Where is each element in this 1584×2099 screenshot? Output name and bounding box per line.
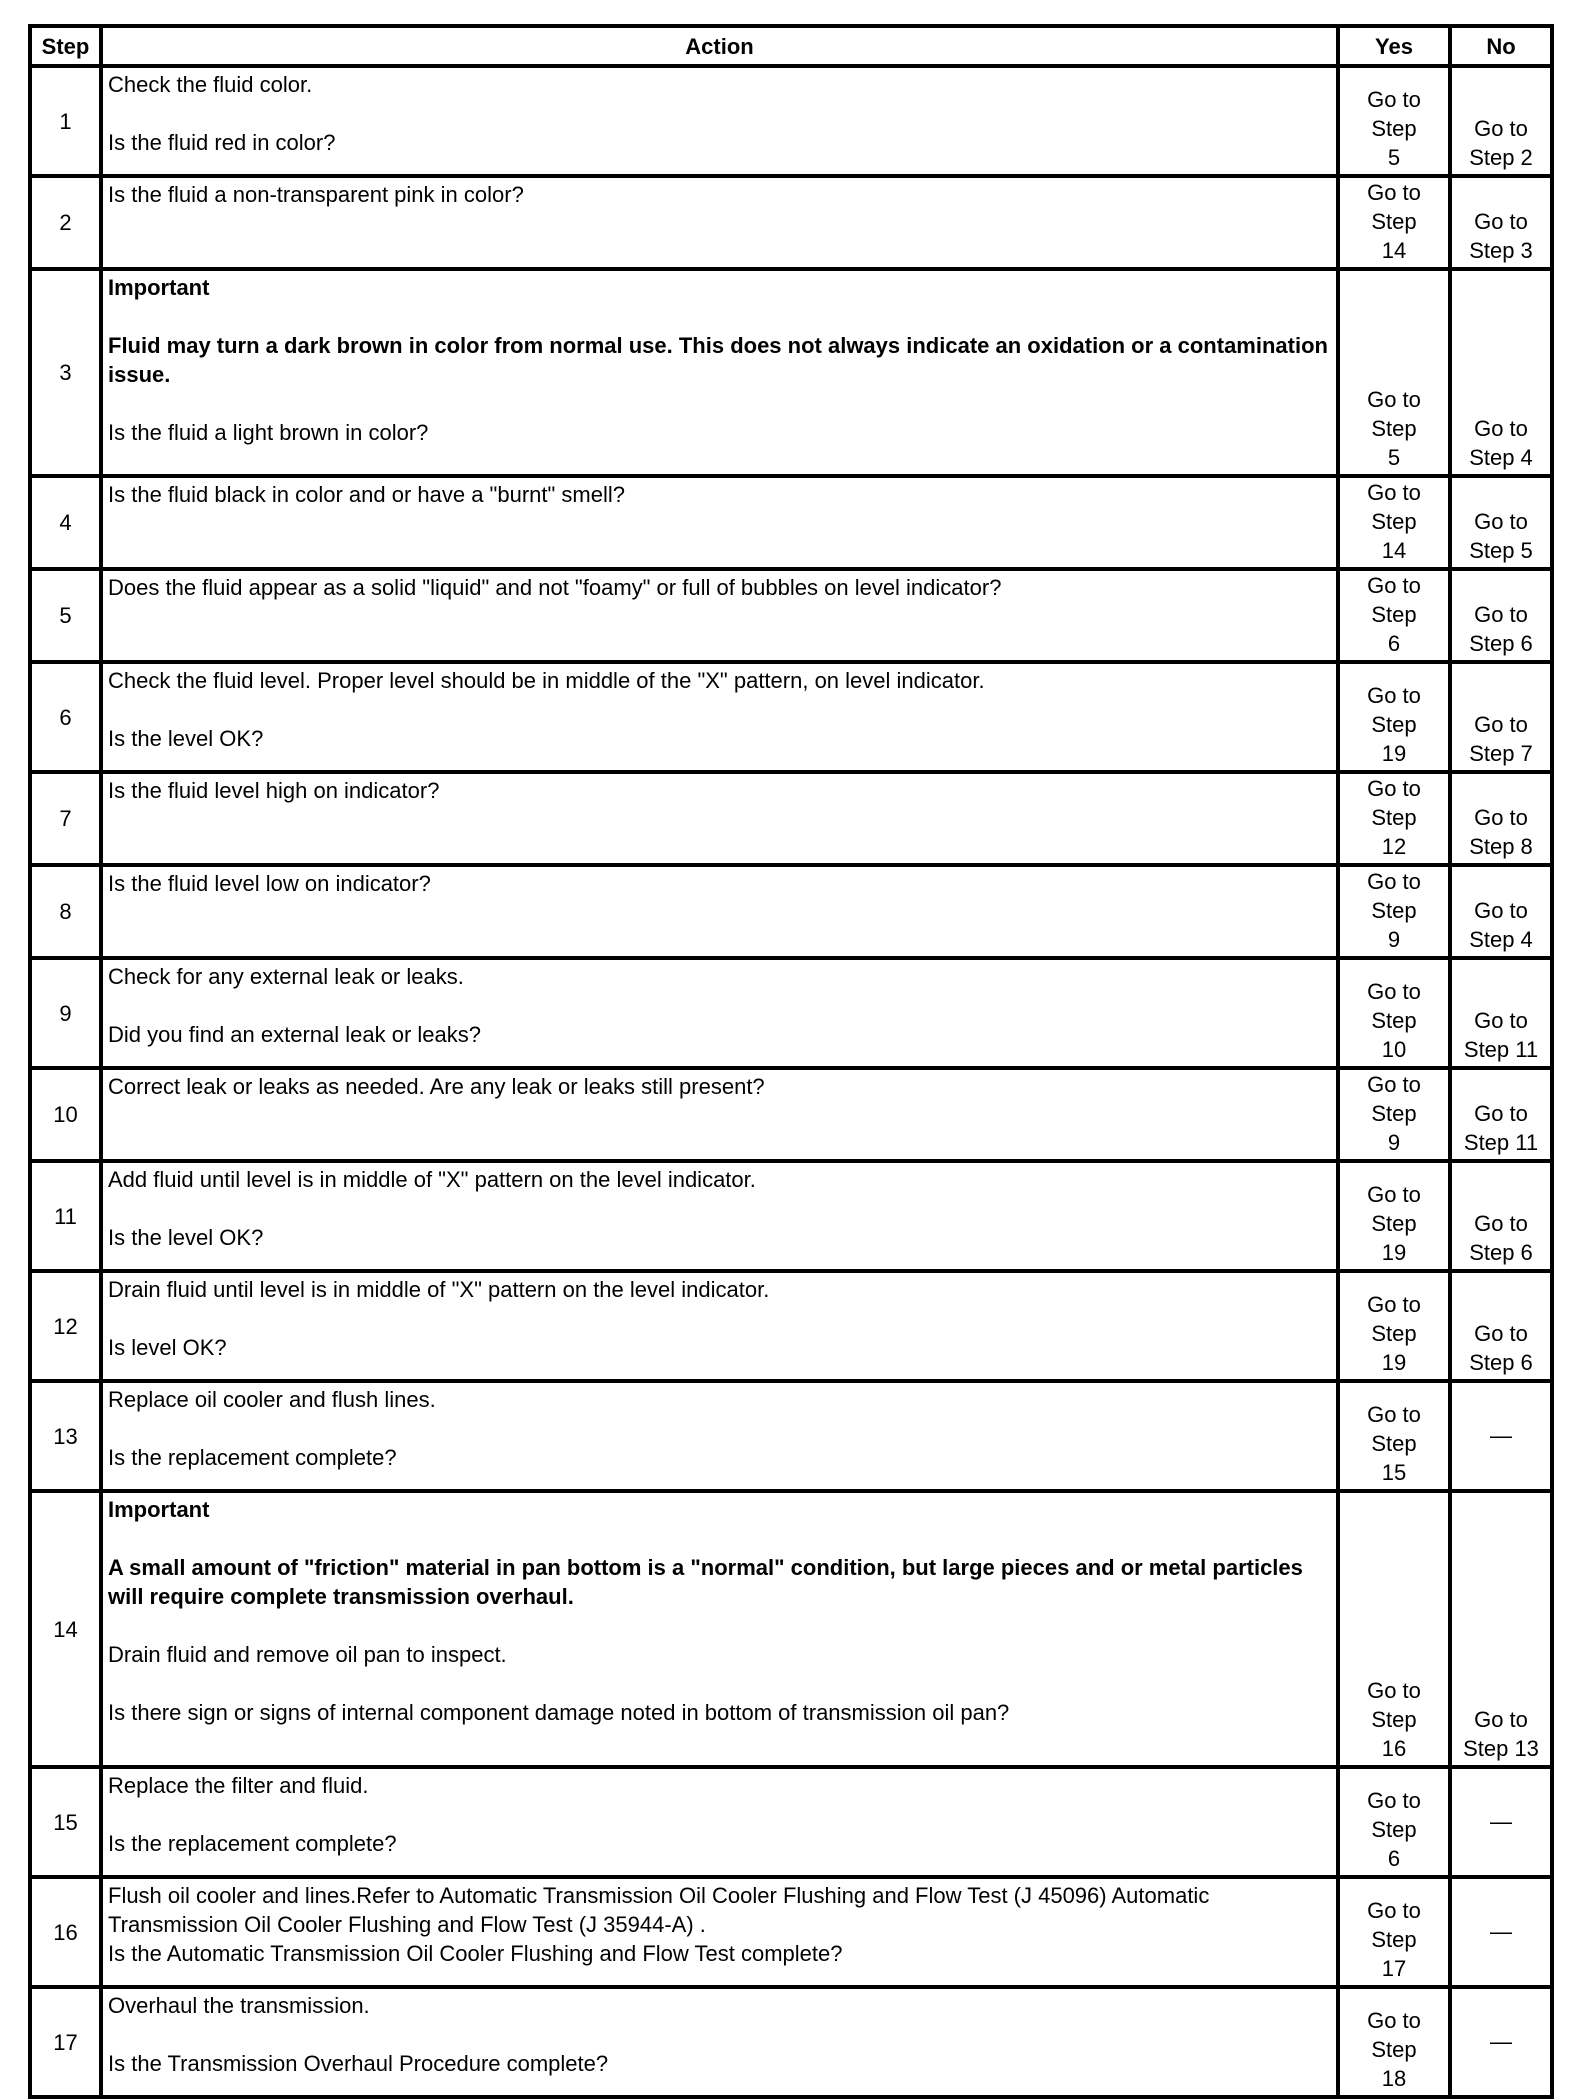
yes-link-text: Go to Step [1367, 2008, 1421, 2062]
action-text [108, 1524, 1331, 1553]
action-cell [101, 1271, 1338, 1381]
no-link-text: Step 7 [1469, 741, 1533, 766]
yes-link-text: 14 [1381, 238, 1407, 263]
yes-link-text: 6 [1387, 1846, 1401, 1871]
action-text: Add fluid until level is in middle of "X" pattern on the level indicator. [108, 1167, 756, 1192]
yes-cell [1338, 772, 1450, 865]
no-link-text: — [1490, 1422, 1512, 1448]
action-text [108, 389, 1331, 418]
no-link-text: — [1490, 2028, 1512, 2054]
no-link-text: Step 8 [1469, 834, 1533, 859]
important-text: Important [108, 275, 210, 300]
yes-link-text: 14 [1381, 538, 1407, 563]
no-link-text: Go to [1474, 416, 1528, 441]
step-number: 9 [30, 958, 101, 1068]
action-text [108, 2020, 1331, 2049]
no-link-text: Go to [1474, 209, 1528, 234]
no-link-text: — [1490, 1918, 1512, 1944]
yes-link-text: Go to Step [1367, 180, 1421, 234]
no-cell [1450, 569, 1552, 662]
action-text: Is the replacement complete? [108, 1831, 397, 1856]
yes-cell [1338, 476, 1450, 569]
action-cell [101, 569, 1338, 662]
yes-cell [1338, 1381, 1450, 1491]
important-text: A small amount of "friction" material in pan bottom is a "normal" condition, but large pieces and or metal particles will require complete transmission overhaul. [108, 1555, 1303, 1609]
step-number: 1 [30, 66, 101, 176]
action-text: Is the level OK? [108, 726, 264, 751]
no-cell [1450, 66, 1552, 176]
no-link-text: Step 2 [1469, 145, 1533, 170]
step-number: 10 [30, 1068, 101, 1161]
no-cell [1450, 176, 1552, 269]
action-text [108, 99, 1331, 128]
important-text: Fluid may turn a dark brown in color from normal use. This does not always indicate an oxidation or a contamination issue. [108, 333, 1328, 387]
yes-link-text: Go to Step [1367, 1182, 1421, 1236]
action-text: Overhaul the transmission. [108, 1993, 370, 2018]
yes-link-text: Go to Step [1367, 1788, 1421, 1842]
action-text: Is the fluid black in color and or have a "burnt" smell? [108, 482, 625, 507]
no-link-text: Step 11 [1463, 1130, 1539, 1155]
action-cell [101, 865, 1338, 958]
no-cell [1450, 476, 1552, 569]
table-row [30, 269, 1552, 476]
action-text: Check for any external leak or leaks. [108, 964, 464, 989]
action-cell [101, 1877, 1338, 1987]
yes-link-text: 10 [1381, 1037, 1407, 1062]
yes-link-text: 15 [1381, 1460, 1407, 1485]
action-text [108, 991, 1331, 1020]
action-text: Is the Automatic Transmission Oil Cooler Flushing and Flow Test complete? [108, 1941, 843, 1966]
no-cell [1450, 1161, 1552, 1271]
no-link-text: — [1490, 1808, 1512, 1834]
step-number: 17 [30, 1987, 101, 2097]
action-text: Does the fluid appear as a solid "liquid" and not "foamy" or full of bubbles on level indicator? [108, 575, 1002, 600]
no-link-text: Go to [1474, 116, 1528, 141]
table-row [30, 1068, 1552, 1161]
yes-link-text: Go to Step [1367, 869, 1421, 923]
yes-link-text: Go to Step [1367, 1678, 1421, 1732]
yes-link-text: Go to Step [1367, 1402, 1421, 1456]
no-link-text: Step 11 [1463, 1037, 1539, 1062]
action-text: Is the fluid a non-transparent pink in color? [108, 182, 524, 207]
table-row [30, 865, 1552, 958]
table-row [30, 1161, 1552, 1271]
yes-cell [1338, 1271, 1450, 1381]
diagnostic-table [28, 24, 1554, 2099]
step-number: 14 [30, 1491, 101, 1767]
action-text: Is there sign or signs of internal component damage noted in bottom of transmission oil pan? [108, 1700, 1010, 1725]
yes-link-text: 16 [1381, 1736, 1407, 1761]
yes-link-text: Go to Step [1367, 1072, 1421, 1126]
yes-cell [1338, 569, 1450, 662]
step-number: 2 [30, 176, 101, 269]
action-cell [101, 1767, 1338, 1877]
yes-link-text: Go to Step [1367, 683, 1421, 737]
yes-cell [1338, 269, 1450, 476]
action-text: Is the fluid red in color? [108, 130, 336, 155]
no-cell [1450, 1271, 1552, 1381]
yes-link-text: 19 [1381, 741, 1407, 766]
no-cell [1450, 662, 1552, 772]
action-cell [101, 1987, 1338, 2097]
action-cell [101, 66, 1338, 176]
action-text: Is level OK? [108, 1335, 227, 1360]
yes-cell [1338, 865, 1450, 958]
header-row [30, 26, 1552, 66]
no-cell [1450, 865, 1552, 958]
yes-cell [1338, 958, 1450, 1068]
step-number: 11 [30, 1161, 101, 1271]
yes-cell [1338, 1068, 1450, 1161]
action-text [108, 1304, 1331, 1333]
step-number: 7 [30, 772, 101, 865]
step-number: 4 [30, 476, 101, 569]
action-text [108, 1669, 1331, 1698]
yes-link-text: 5 [1387, 445, 1401, 470]
action-text: Is the level OK? [108, 1225, 264, 1250]
yes-link-text: Go to Step [1367, 87, 1421, 141]
table-row [30, 176, 1552, 269]
important-text: Important [108, 1497, 210, 1522]
action-cell [101, 1381, 1338, 1491]
yes-link-text: Go to Step [1367, 1292, 1421, 1346]
yes-cell [1338, 176, 1450, 269]
yes-link-text: 19 [1381, 1240, 1407, 1265]
header-no: No [1450, 26, 1552, 66]
yes-link-text: Go to Step [1367, 1898, 1421, 1952]
table-row [30, 1381, 1552, 1491]
step-number: 5 [30, 569, 101, 662]
yes-link-text: Go to Step [1367, 480, 1421, 534]
no-link-text: Go to [1474, 602, 1528, 627]
yes-link-text: 18 [1381, 2066, 1407, 2091]
action-text: Drain fluid until level is in middle of "X" pattern on the level indicator. [108, 1277, 770, 1302]
no-link-text: Step 6 [1469, 631, 1533, 656]
no-cell [1450, 1877, 1552, 1987]
step-number: 3 [30, 269, 101, 476]
no-link-text: Go to [1474, 712, 1528, 737]
no-cell [1450, 772, 1552, 865]
no-cell [1450, 1491, 1552, 1767]
action-cell [101, 1491, 1338, 1767]
no-link-text: Go to [1474, 1707, 1528, 1732]
table-row [30, 1767, 1552, 1877]
action-text: Did you find an external leak or leaks? [108, 1022, 481, 1047]
yes-link-text: Go to Step [1367, 573, 1421, 627]
yes-link-text: Go to Step [1367, 387, 1421, 441]
no-link-text: Step 4 [1469, 927, 1533, 952]
no-cell [1450, 269, 1552, 476]
action-text [108, 1800, 1331, 1829]
action-text: Is the fluid level high on indicator? [108, 778, 440, 803]
action-text: Is the fluid level low on indicator? [108, 871, 431, 896]
action-text [108, 1611, 1331, 1640]
no-cell [1450, 1381, 1552, 1491]
header-step: Step [30, 26, 101, 66]
action-text [108, 1194, 1331, 1223]
step-number: 8 [30, 865, 101, 958]
action-cell [101, 269, 1338, 476]
yes-link-text: Go to Step [1367, 776, 1421, 830]
action-cell [101, 1161, 1338, 1271]
yes-link-text: 19 [1381, 1350, 1407, 1375]
no-link-text: Go to [1474, 1211, 1528, 1236]
table-row [30, 1877, 1552, 1987]
step-number: 6 [30, 662, 101, 772]
no-link-text: Go to [1474, 1008, 1528, 1033]
action-cell [101, 176, 1338, 269]
no-cell [1450, 1068, 1552, 1161]
no-link-text: Go to [1474, 1101, 1528, 1126]
action-text: Flush oil cooler and lines.Refer to Automatic Transmission Oil Cooler Flushing and Flow Test (J 45096) Automatic Transmission Oil Cooler Flushing and Flow Test (J 35944-A) . [108, 1883, 1210, 1937]
yes-link-text: 5 [1387, 145, 1401, 170]
no-link-text: Go to [1474, 1321, 1528, 1346]
action-text: Replace oil cooler and flush lines. [108, 1387, 436, 1412]
no-cell [1450, 1987, 1552, 2097]
table-row [30, 1271, 1552, 1381]
header-action: Action [101, 26, 1338, 66]
step-number: 13 [30, 1381, 101, 1491]
action-text: Check the fluid color. [108, 72, 313, 97]
yes-cell [1338, 1491, 1450, 1767]
step-number: 12 [30, 1271, 101, 1381]
action-text: Correct leak or leaks as needed. Are any leak or leaks still present? [108, 1074, 765, 1099]
no-link-text: Go to [1474, 898, 1528, 923]
table-row [30, 1491, 1552, 1767]
yes-cell [1338, 1161, 1450, 1271]
no-link-text: Step 3 [1469, 238, 1533, 263]
step-number: 16 [30, 1877, 101, 1987]
action-text [108, 302, 1331, 331]
yes-cell [1338, 662, 1450, 772]
yes-cell [1338, 1987, 1450, 2097]
yes-cell [1338, 1877, 1450, 1987]
no-link-text: Step 5 [1469, 538, 1533, 563]
no-link-text: Step 4 [1469, 445, 1533, 470]
table-row [30, 958, 1552, 1068]
table-row [30, 772, 1552, 865]
no-link-text: Step 6 [1469, 1350, 1533, 1375]
table-row [30, 662, 1552, 772]
yes-link-text: 12 [1381, 834, 1407, 859]
yes-link-text: 9 [1387, 1130, 1401, 1155]
header-yes: Yes [1338, 26, 1450, 66]
no-cell [1450, 1767, 1552, 1877]
yes-link-text: 17 [1381, 1956, 1407, 1981]
yes-link-text: 6 [1387, 631, 1401, 656]
action-cell [101, 772, 1338, 865]
no-cell [1450, 958, 1552, 1068]
yes-cell [1338, 1767, 1450, 1877]
no-link-text: Go to [1474, 805, 1528, 830]
action-text: Check the fluid level. Proper level should be in middle of the "X" pattern, on level indicator. [108, 668, 985, 693]
table-row [30, 66, 1552, 176]
step-number: 15 [30, 1767, 101, 1877]
yes-cell [1338, 66, 1450, 176]
action-cell [101, 476, 1338, 569]
action-cell [101, 662, 1338, 772]
yes-link-text: 9 [1387, 927, 1401, 952]
action-text: Is the fluid a light brown in color? [108, 420, 429, 445]
yes-link-text: Go to Step [1367, 979, 1421, 1033]
action-cell [101, 1068, 1338, 1161]
action-text [108, 1414, 1331, 1443]
no-link-text: Go to [1474, 509, 1528, 534]
table-row [30, 1987, 1552, 2097]
action-text: Is the Transmission Overhaul Procedure complete? [108, 2051, 609, 2076]
table-row [30, 476, 1552, 569]
table-row [30, 569, 1552, 662]
action-cell [101, 958, 1338, 1068]
action-text [108, 695, 1331, 724]
action-text: Drain fluid and remove oil pan to inspect. [108, 1642, 507, 1667]
no-link-text: Step 13 [1463, 1736, 1539, 1761]
action-text: Replace the filter and fluid. [108, 1773, 369, 1798]
no-link-text: Step 6 [1469, 1240, 1533, 1265]
action-text: Is the replacement complete? [108, 1445, 397, 1470]
